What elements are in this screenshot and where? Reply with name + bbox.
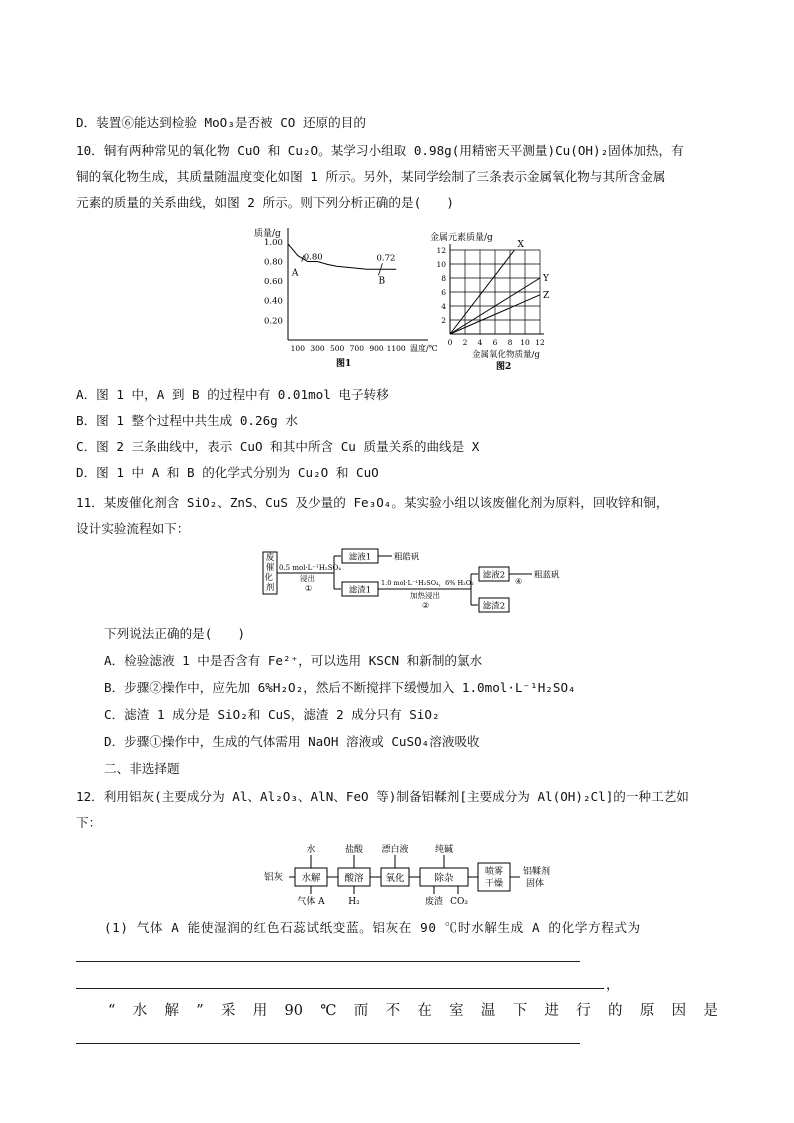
spread-char: 而 — [353, 1003, 369, 1019]
q11-flowchart — [262, 546, 582, 616]
fig2-ylabel: 金属元素质量/g — [430, 233, 493, 243]
q12-out-2: H₂ — [348, 897, 360, 907]
fig1-ytick: 0.80 — [264, 257, 283, 268]
q12-end-line1: 铝鞣剂 — [523, 867, 551, 877]
fig1-ytick: 1.00 — [264, 237, 283, 248]
spread-char: 不 — [385, 1003, 401, 1019]
figure-1-chart — [240, 222, 450, 372]
fig2-ytick: 4 — [441, 302, 446, 311]
fig1-annotation-b-value: 0.72 — [376, 253, 396, 264]
q11-option-c: C．滤渣 1 成分是 SiO₂和 CuS，滤渣 2 成分只有 SiO₂ — [104, 707, 440, 722]
fig1-xtick: 700 — [349, 344, 364, 353]
spread-char: 水 — [132, 1003, 148, 1019]
fig2-series-label-x: X — [517, 240, 524, 250]
q11-filtrate1: 滤液1 — [348, 552, 372, 563]
fig2-ytick: 6 — [441, 288, 446, 297]
fig1-title: 图1 — [336, 359, 352, 369]
q11-option-a: A．检验滤液 1 中是否含有 Fe²⁺，可以选用 KSCN 和新制的氯水 — [104, 653, 483, 668]
fig2-series-label-z: Z — [543, 290, 550, 301]
q10-option-c: C．图 2 三条曲线中，表示 CuO 和其中所含 Cu 质量关系的曲线是 X — [76, 439, 480, 454]
fig1-xlabel: 温度/℃ — [410, 344, 438, 353]
q12-sub1-line1: (1) 气体 A 能使湿润的红色石蕊试纸变蓝。铝灰在 90 ℃时水解生成 A 的化学方程式为 — [104, 920, 641, 935]
q12-box-3: 氧化 — [385, 873, 405, 884]
answer-blank-2[interactable] — [76, 988, 604, 989]
answer-blank-1[interactable] — [76, 961, 580, 962]
section-2-heading: 二、非选择题 — [104, 761, 180, 776]
q10-stem-line3: 元素的质量的关系曲线，如图 2 所示。则下列分析正确的是( ) — [76, 195, 454, 210]
q11-step2-label: 加热浸出 — [410, 591, 440, 600]
q11-option-d: D．步骤①操作中，生成的气体需用 NaOH 溶液或 CuSO₄溶液吸收 — [104, 734, 480, 749]
q11-option-b: B．步骤②操作中，应先加 6%H₂O₂，然后不断搅拌下缓慢加入 1.0mol·L⁻¹H₂SO₄ — [104, 680, 576, 695]
q10-option-a: A．图 1 中，A 到 B 的过程中有 0.01mol 电子转移 — [76, 387, 389, 402]
q12-in-2: 盐酸 — [344, 845, 364, 855]
q11-residue1: 滤渣1 — [348, 585, 372, 596]
fig1-annotation-peak: 0.80 — [303, 252, 323, 263]
spread-char: 原 — [639, 1003, 655, 1019]
figure-2-chart — [428, 224, 588, 374]
q10-option-b: B．图 1 整个过程中共生成 0.26g 水 — [76, 413, 298, 428]
q11-product2: 粗蓝矾 — [534, 570, 560, 581]
q12-box-1: 水解 — [301, 873, 321, 884]
fig1-xtick: 100 — [290, 344, 305, 353]
fig2-ytick: 10 — [436, 260, 446, 269]
spread-char: “ — [108, 1003, 116, 1019]
fig2-ytick: 12 — [436, 246, 446, 255]
q12-in-4: 纯碱 — [434, 845, 454, 855]
spread-char: 行 — [576, 1003, 591, 1019]
q11-stem-line1: 11．某废催化剂含 SiO₂、ZnS、CuS 及少量的 Fe₃O₄。某实验小组以该废催化剂为原料，回收锌和铜， — [76, 495, 669, 510]
fig2-title: 图2 — [496, 362, 512, 372]
q10-stem-line2: 铜的氧化物生成，其质量随温度变化如图 1 所示。另外，某同学绘制了三条表示金属氧化物与其所含金属 — [76, 169, 666, 184]
spread-char: 下 — [512, 1003, 528, 1019]
fig2-ytick: 2 — [441, 316, 446, 325]
fig1-xtick: 1100 — [386, 344, 406, 353]
q12-stem-line2: 下： — [76, 815, 102, 830]
fig2-series-label-y: Y — [543, 274, 549, 284]
spread-char: ℃ — [320, 1003, 337, 1019]
fig2-xtick: 4 — [477, 338, 483, 347]
spread-char: 温 — [480, 1003, 496, 1019]
q11-product1: 粗皓矾 — [394, 552, 420, 563]
q11-step4-num: ④ — [515, 577, 523, 586]
q12-end-line2: 固体 — [526, 879, 545, 889]
spread-char: 进 — [544, 1003, 559, 1019]
q12-sub1-line2 — [108, 1001, 718, 1021]
fig1-xtick: 300 — [310, 344, 325, 353]
fig2-xtick: 6 — [492, 338, 498, 347]
q12-out-4: CO₂ — [450, 897, 468, 907]
q12-in-3: 漂白液 — [381, 845, 409, 855]
q11-filtrate2: 滤液2 — [482, 570, 506, 581]
fig1-xtick: 500 — [330, 344, 345, 353]
q12-in-1: 水 — [306, 845, 316, 855]
q11-step1-label: 浸出 — [300, 574, 315, 583]
spread-char: 解 — [164, 1003, 179, 1019]
spread-char: 用 — [252, 1003, 268, 1019]
q10-option-d: D．图 1 中 A 和 B 的化学式分别为 Cu₂O 和 CuO — [76, 465, 379, 480]
q12-box-5: 喷雾干燥 — [484, 867, 504, 889]
spread-char: 在 — [417, 1003, 432, 1019]
fig2-ytick: 8 — [441, 274, 446, 283]
answer-blank-3[interactable] — [76, 1043, 580, 1044]
spread-char: ” — [196, 1003, 204, 1019]
fig2-xtick: 2 — [462, 338, 468, 347]
fig1-ytick: 0.60 — [264, 277, 283, 288]
fig1-point-b: B — [378, 276, 386, 287]
spread-char: 的 — [608, 1003, 623, 1019]
fig1-ylabel: 质量/g — [254, 229, 281, 239]
q12-box-2: 酸溶 — [344, 873, 364, 884]
spread-char: 采 — [220, 1003, 236, 1019]
spread-char: 室 — [449, 1003, 464, 1019]
fig2-xtick: 10 — [520, 338, 530, 347]
q11-step1-reagent: 0.5 mol·L⁻¹H₂SO₄ — [279, 564, 342, 572]
spread-char: 是 — [703, 1003, 718, 1019]
q12-stem-line1: 12．利用铝灰(主要成分为 Al、Al₂O₃、AlN、FeO 等)制备铝鞣剂[主要成分为 Al(OH)₂Cl]的一种工艺如 — [76, 789, 689, 804]
q12-box-4: 除杂 — [434, 873, 454, 884]
spread-char: 因 — [671, 1003, 687, 1019]
q11-residue2: 滤渣2 — [482, 601, 506, 612]
q11-step2-num: ② — [422, 601, 430, 610]
fig2-xlabel: 金属氧化物质量/g — [472, 350, 540, 360]
fig2-xtick: 12 — [535, 338, 545, 347]
q10-stem-line1: 10．铜有两种常见的氧化物 CuO 和 Cu₂O。某学习小组取 0.98g(用精密天平测量)Cu(OH)₂固体加热，有 — [76, 143, 684, 158]
q11-step2-reagent: 1.0 mol·L⁻¹H₂SO₄，6% H₂O₂ — [381, 579, 474, 587]
fig2-xtick: 8 — [507, 338, 513, 347]
spread-char: 90 — [284, 1003, 303, 1019]
q11-step1-num: ① — [305, 584, 313, 593]
q12-flowchart — [262, 842, 562, 910]
blank-comma: ， — [606, 978, 620, 993]
q9-option-d: D．装置⑥能达到检验 MoO₃是否被 CO 还原的目的 — [76, 115, 366, 130]
fig1-ytick: 0.20 — [264, 316, 283, 327]
fig2-xtick: 0 — [447, 338, 453, 347]
q11-flow-start: 废催化 剂 — [264, 553, 275, 593]
fig1-point-a: A — [291, 268, 299, 279]
q12-out-3: 废渣 — [424, 897, 444, 907]
q12-flow-start: 铝灰 — [264, 872, 284, 883]
q11-question: 下列说法正确的是( ) — [104, 626, 246, 641]
q11-stem-line2: 设计实验流程如下： — [76, 521, 190, 536]
fig1-xtick: 900 — [369, 344, 384, 353]
q12-out-1: 气体 A — [297, 897, 325, 907]
fig1-ytick: 0.40 — [264, 296, 283, 307]
